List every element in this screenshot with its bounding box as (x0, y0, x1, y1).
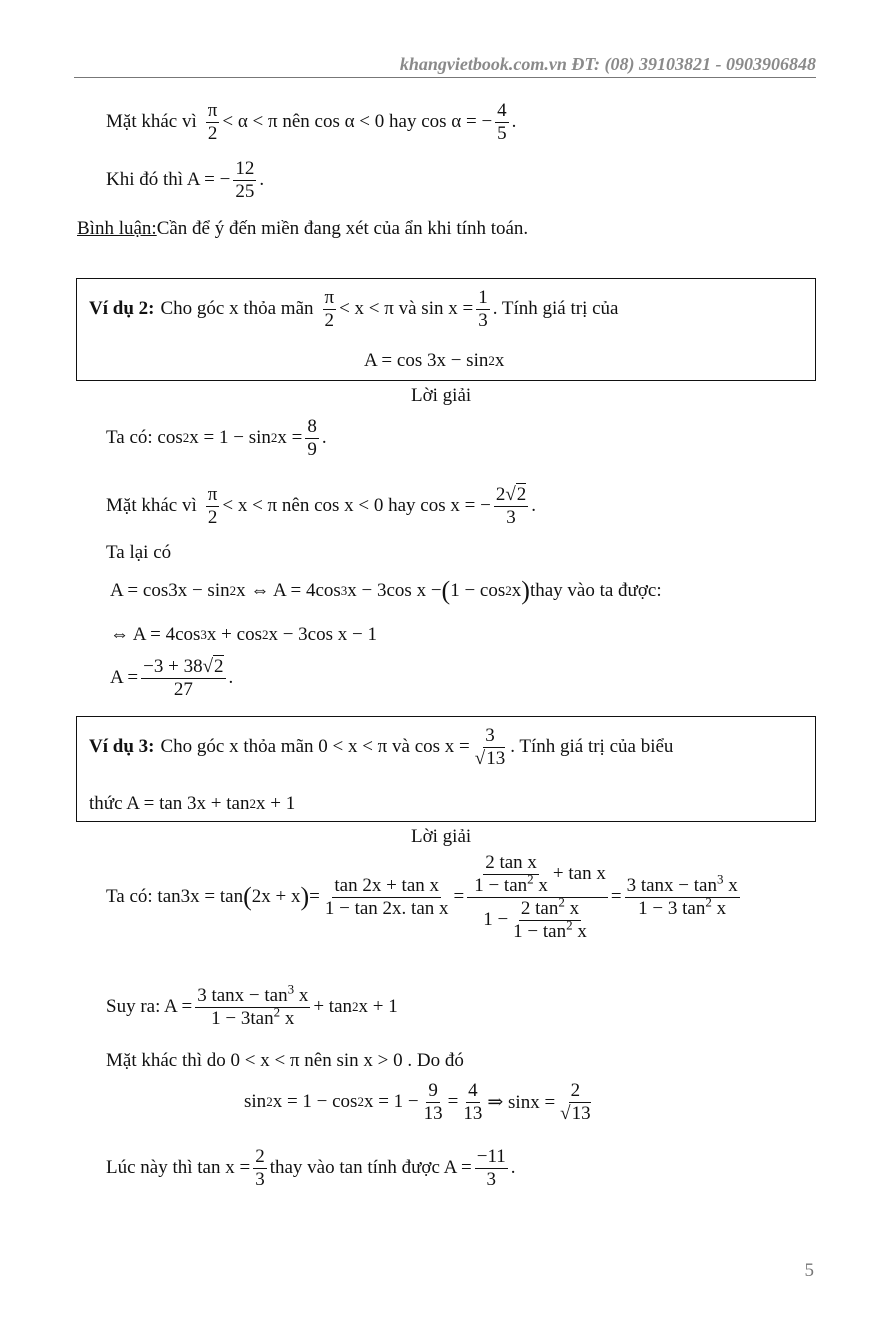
example-2-statement: Ví dụ 2: Cho góc x thỏa mãn $\frac{\pi}{2}$ < x < π và sin x = $\frac{1}{3}$ . Tính giá trị của (89, 287, 619, 331)
e2-line-4: A = cos3x − sin 2 x ⇔ A = 4cos 3 x − 3cos x − ( 1 − cos 2 x ) thay vào ta được: (110, 576, 662, 605)
e3-line-4: sin 2 x = 1 − cos 2 x = 1 − $\frac{9}{13}$ = $\frac{4}{13}$ ⇒ sinx = $\frac{2}{√13}$ (244, 1080, 591, 1124)
e3-line-1: Ta có: tan3x = tan ( 2x + x ) = $\frac{\text{tan 2x + tan x}}{\text{1 − tan 2x. tan x}}$ = $\frac{\text{2 tan x}}{1 - \tan^2 x}$ + tan x 1 − $\frac{2 \tan^2 x}{1 - \tan^2 x}$ = $\frac{3 \tan x - \tan^3 x}{1 - 3 \tan^2 x}$ (106, 852, 738, 942)
comment-line (77, 218, 528, 240)
example-2-formula: A = cos 3x − sin 2 x (364, 350, 505, 371)
header-rule (74, 77, 816, 78)
page-number: 5 (804, 1260, 814, 1281)
e2-line-3: Ta lại có (106, 542, 172, 563)
line-result-A: Khi đó thì A = − $\frac{12}{25}$ . (106, 158, 265, 202)
e3-line-5: Lúc này thì tan x = $\frac{2}{3}$ thay vào tan tính được A = $\frac{-11}{3}$ . (106, 1146, 516, 1190)
frac-12-25: $\frac{12}{25}$ (235, 158, 255, 202)
example-3-statement: Ví dụ 3: Cho góc x thỏa mãn 0 < x < π và cos x = $\frac{3}{√13}$ . Tính giá trị của biểu (89, 725, 674, 769)
e2-line-2: Mặt khác vì $\frac{\pi}{2}$ < x < π nên cos x < 0 hay cos x = − $\frac{2√2}{3}$ . (106, 484, 536, 528)
example-3-formula: thức A = tan 3x + tan 2 x + 1 (89, 793, 296, 814)
example-2-label: Ví dụ 2: (89, 298, 155, 320)
e3-line-3: Mặt khác thì do 0 < x < π nên sin x > 0 . Do đó (106, 1050, 464, 1071)
frac-pi-2: $\frac{\pi}{2}$ (207, 100, 218, 144)
header-site: khangvietbook.com.vn (399, 54, 567, 74)
e2-line-1: Ta có: cos 2 x = 1 − sin 2 x = $\frac{8}{9}$ . (106, 416, 327, 460)
e2-line-5: ⇔ A = 4cos 3 x + cos 2 x − 3cos x − 1 (110, 624, 377, 645)
header-phone: ĐT: (08) 39103821 - 0903906848 (571, 54, 816, 74)
compound-fraction: $\frac{\text{2 tan x}}{1 - \tan^2 x}$ + tan x 1 − $\frac{2 \tan^2 x}{1 - \tan^2 x}$ (467, 852, 608, 942)
e2-line-6: A = $\frac{-3 + 38√2}{27}$ . (110, 656, 234, 700)
frac-4-5: $\frac{4}{5}$ (497, 100, 507, 144)
example-3-box (76, 716, 816, 822)
e3-line-2: Suy ra: A = $\frac{3 \tan x - \tan^3 x}{1 - 3\tan^2 x}$ + tan 2 x + 1 (106, 981, 398, 1029)
example-3-label: Ví dụ 3: (89, 736, 155, 758)
example-2-box (76, 278, 816, 381)
line-cos-alpha: Mặt khác vì $\frac{\pi}{2}$ < α < π nên cos α < 0 hay cos α = − $\frac{4}{5}$ . (106, 100, 517, 144)
comment-label: Bình luận: (77, 218, 157, 239)
comment-text: Cần để ý đến miền đang xét của ẩn khi tính toán. (156, 218, 529, 239)
solution-title-3: Lời giải (411, 826, 472, 847)
solution-title-2: Lời giải (411, 385, 472, 406)
page-header (400, 54, 816, 75)
